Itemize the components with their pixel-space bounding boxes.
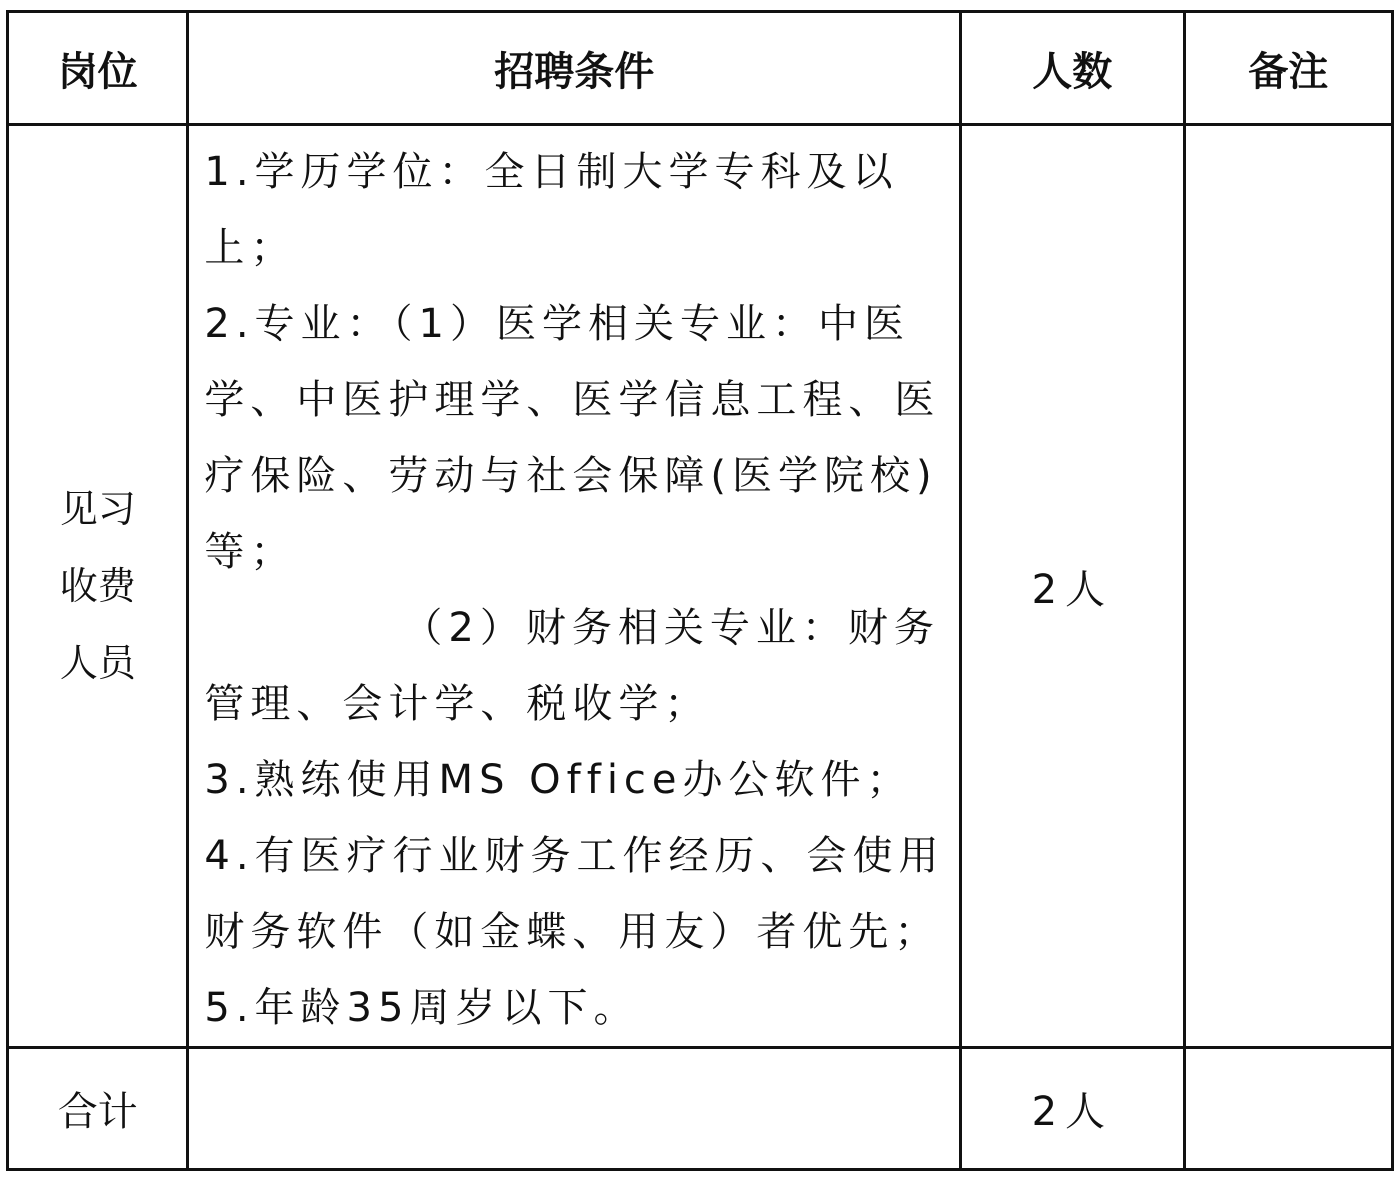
- conditions-cell: [188, 125, 961, 1048]
- total-conditions-cell: [188, 1048, 961, 1170]
- count-cell: 2人: [961, 125, 1184, 1048]
- header-count: 人数: [961, 12, 1184, 125]
- header-position: 岗位: [8, 12, 188, 125]
- table-header-row: [8, 12, 1393, 125]
- header-remarks: 备注: [1184, 12, 1392, 125]
- condition-line: 疗保险、劳动与社会保障(医学院校): [204, 453, 938, 499]
- position-cell: [8, 125, 188, 1048]
- total-label: 合计: [8, 1048, 188, 1170]
- condition-line: 5.年龄35周岁以下。: [204, 985, 640, 1031]
- position-line: 见习: [59, 486, 136, 531]
- total-row: [8, 1048, 1393, 1170]
- table-row: [8, 125, 1393, 1048]
- condition-line: 4.有医疗行业财务工作经历、会使用: [204, 833, 945, 879]
- condition-line: 管理、会计学、税收学；: [204, 681, 711, 727]
- remarks-cell: [1184, 125, 1392, 1048]
- condition-line: 等；: [204, 529, 297, 575]
- condition-line: （2）财务相关专业：财务: [402, 605, 940, 651]
- total-remarks-cell: [1184, 1048, 1392, 1170]
- position-line: 收费: [59, 563, 136, 608]
- condition-line: 1.学历学位：全日制大学专科及以: [204, 149, 899, 195]
- header-conditions: 招聘条件: [188, 12, 961, 125]
- recruitment-table: [6, 10, 1394, 1171]
- condition-line: 上；: [204, 225, 297, 271]
- position-line: 人员: [59, 640, 136, 685]
- total-count: 2人: [961, 1048, 1184, 1170]
- condition-line: 学、中医护理学、医学信息工程、医: [204, 377, 941, 423]
- condition-line: 2.专业：（1）医学相关专业：中医: [204, 301, 911, 347]
- condition-line: 3.熟练使用MS Office办公软件；: [204, 757, 913, 803]
- condition-line: 财务软件（如金蝶、用友）者优先；: [204, 909, 941, 955]
